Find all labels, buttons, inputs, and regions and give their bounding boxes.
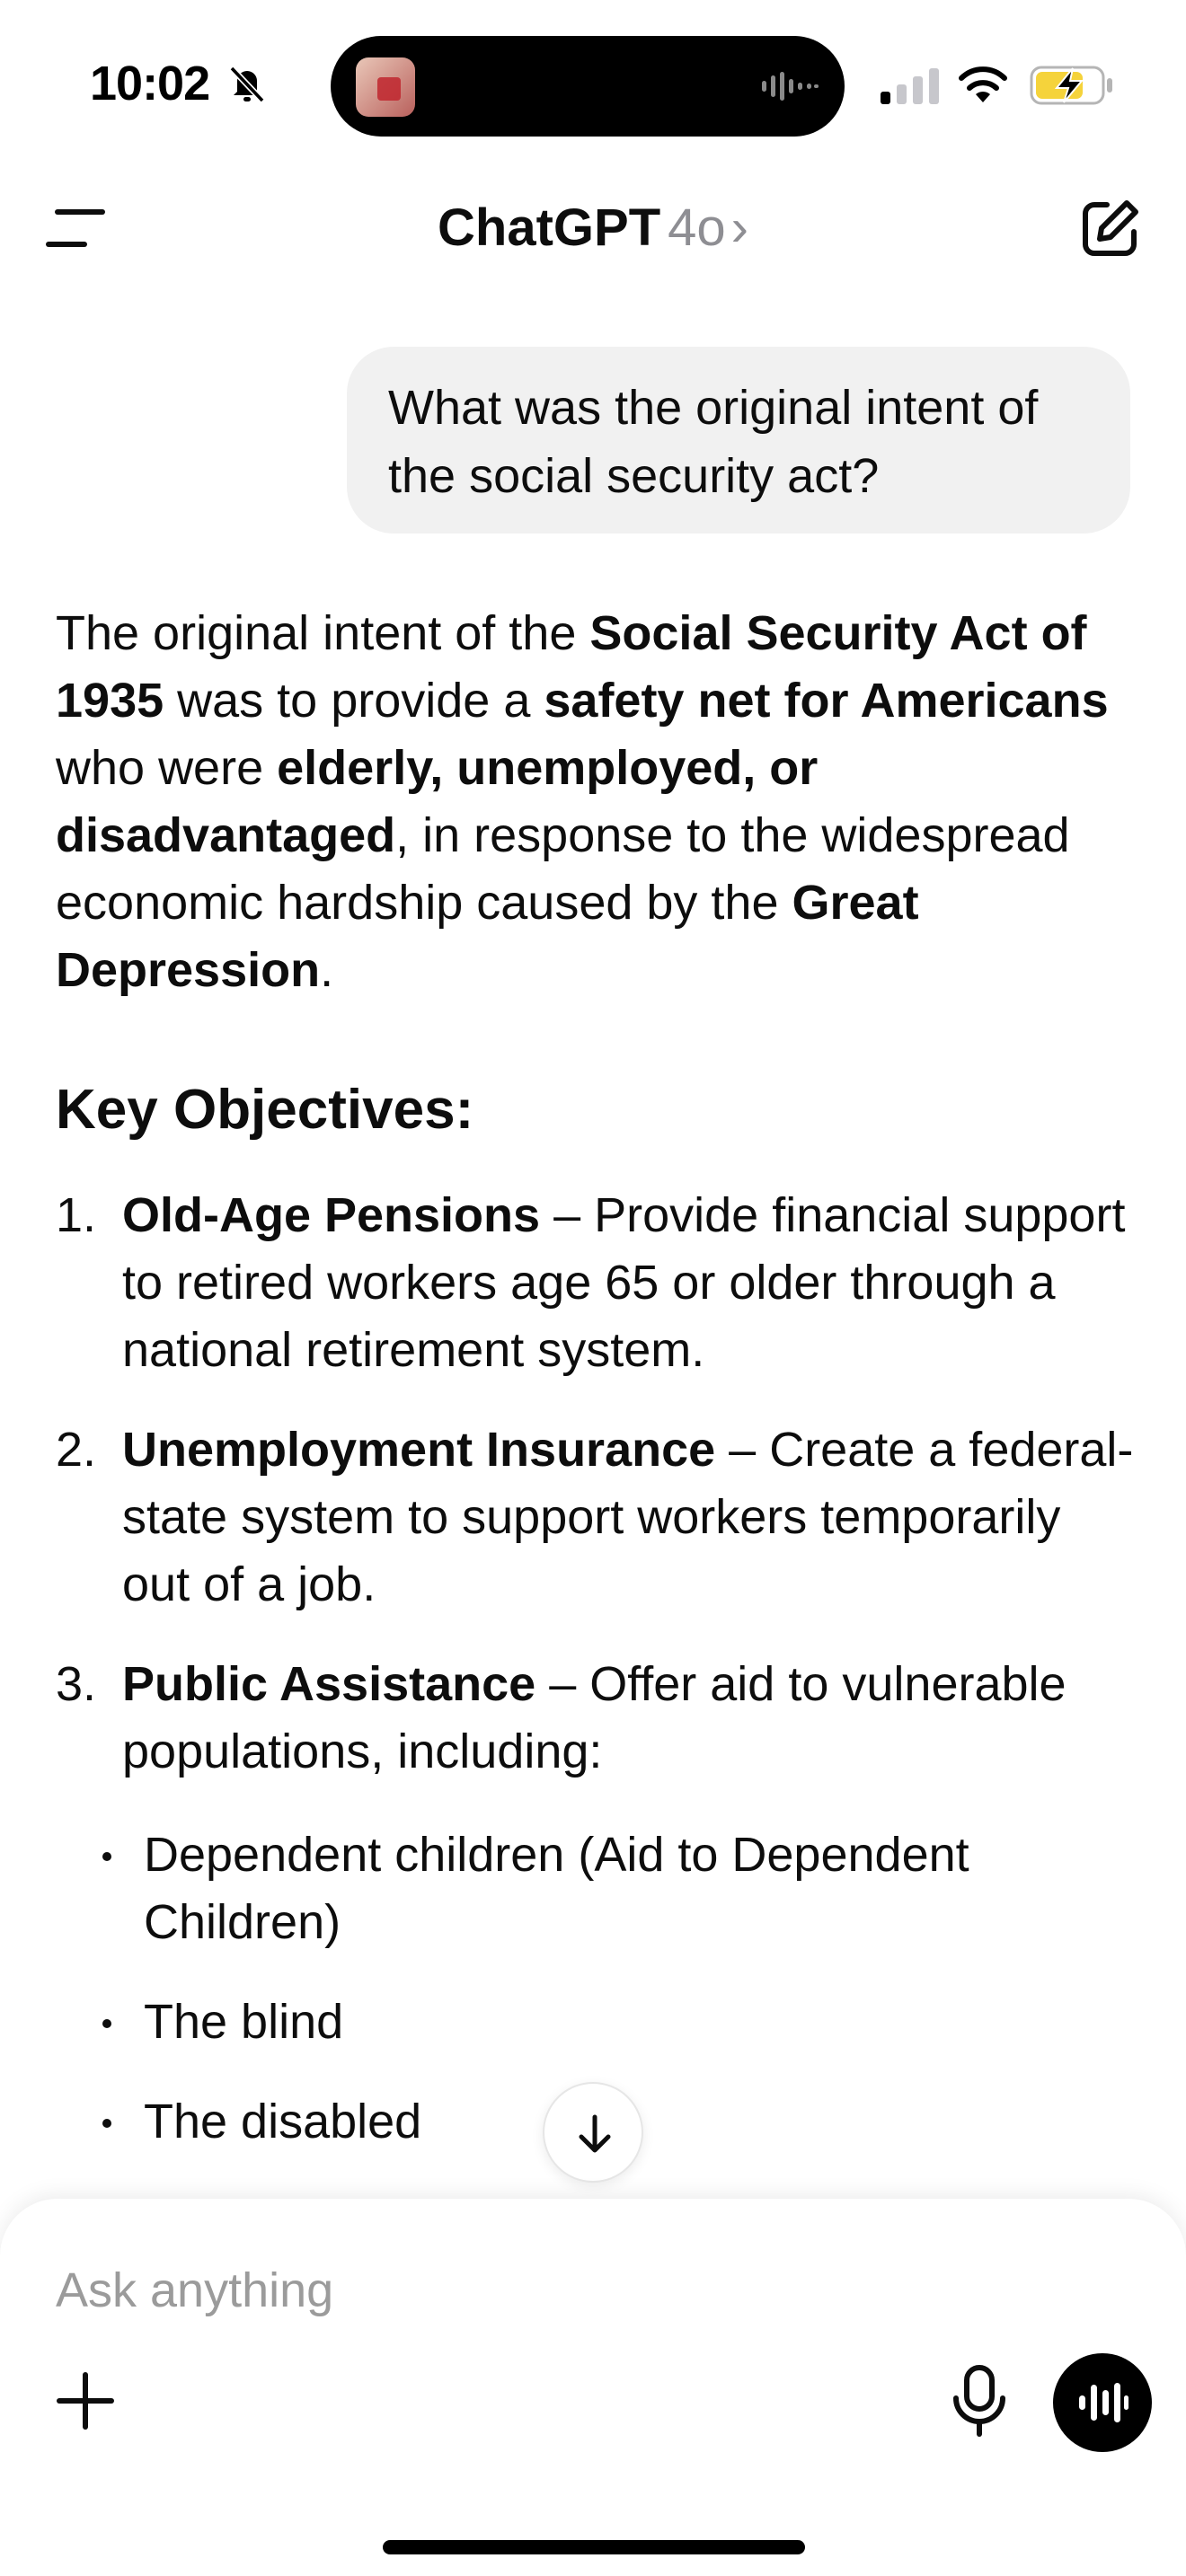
new-chat-icon[interactable] xyxy=(1076,196,1143,262)
voice-mode-icon xyxy=(1075,2376,1129,2430)
battery-charging-icon xyxy=(1030,65,1114,106)
scroll-to-bottom-button[interactable] xyxy=(543,2082,643,2183)
list-number: 1. xyxy=(56,1188,97,1242)
message-input[interactable] xyxy=(56,2254,954,2326)
now-playing-app-icon xyxy=(356,57,415,117)
bullet-icon xyxy=(102,1852,111,1861)
chevron-right-icon: › xyxy=(730,198,748,257)
section-heading: Key Objectives: xyxy=(56,1079,474,1141)
plus-icon[interactable] xyxy=(49,2364,122,2438)
composer xyxy=(0,2199,1186,2576)
objective-title: Public Assistance xyxy=(122,1657,536,1711)
user-message-bubble[interactable]: What was the original intent of the social security act? xyxy=(347,347,1130,534)
objectives-list xyxy=(56,1182,1134,1818)
app-title: ChatGPT xyxy=(438,198,661,257)
intro-bold: Great Depression xyxy=(56,876,919,997)
list-number: 2. xyxy=(56,1423,97,1477)
bullet-icon xyxy=(102,2019,111,2028)
intro-text: was to provide a xyxy=(164,674,544,728)
status-time: 10:02 xyxy=(90,57,210,110)
sub-item-text: The disabled xyxy=(144,2095,422,2148)
intro-bold: elderly, unemployed, or disadvantaged xyxy=(56,741,819,862)
bullet-icon xyxy=(102,2119,111,2128)
intro-text: who were xyxy=(56,741,278,795)
status-bar xyxy=(0,0,1186,171)
bell-slash-icon xyxy=(226,63,268,104)
list-item xyxy=(56,1989,1134,2056)
dynamic-island[interactable] xyxy=(331,36,845,137)
list-number: 3. xyxy=(56,1657,97,1711)
objective-title: Old-Age Pensions xyxy=(122,1188,541,1242)
sub-item-text: The blind xyxy=(144,1995,344,2049)
objective-title: Unemployment Insurance xyxy=(122,1423,716,1477)
objective-text: – Offer aid to vulnerable populations, including: xyxy=(122,1657,1067,1778)
assistant-message xyxy=(56,600,1134,2148)
intro-text: , in response to the widespread economic hardship caused by the xyxy=(56,808,1070,930)
arrow-down-icon xyxy=(572,2112,617,2157)
intro-text: . xyxy=(320,943,334,997)
voice-mode-button[interactable] xyxy=(1053,2353,1152,2452)
intro-text: The original intent of the xyxy=(56,606,590,660)
audio-waveform-icon xyxy=(760,68,819,104)
home-indicator[interactable] xyxy=(383,2540,805,2554)
list-item xyxy=(56,1182,1134,1384)
model-selector[interactable] xyxy=(0,198,1186,258)
cellular-signal-icon xyxy=(881,68,942,104)
wifi-icon xyxy=(958,65,1008,104)
assistant-intro-paragraph xyxy=(56,600,1134,1004)
list-item xyxy=(56,1651,1134,1786)
microphone-icon[interactable] xyxy=(943,2362,1015,2439)
intro-bold: safety net for Americans xyxy=(544,674,1109,728)
model-name: 4o xyxy=(668,198,726,257)
objective-text: – Provide financial support to retired workers age 65 or older through a national retirement system. xyxy=(122,1188,1126,1377)
sub-item-text: Dependent children (Aid to Dependent Children) xyxy=(144,1828,969,1949)
objective-text: – Create a federal-state system to support workers temporarily out of a job. xyxy=(122,1423,1134,1611)
intro-bold: Social Security Act of 1935 xyxy=(56,606,1087,728)
top-nav xyxy=(0,180,1186,278)
list-item xyxy=(56,1822,1134,1956)
list-item xyxy=(56,1416,1134,1619)
